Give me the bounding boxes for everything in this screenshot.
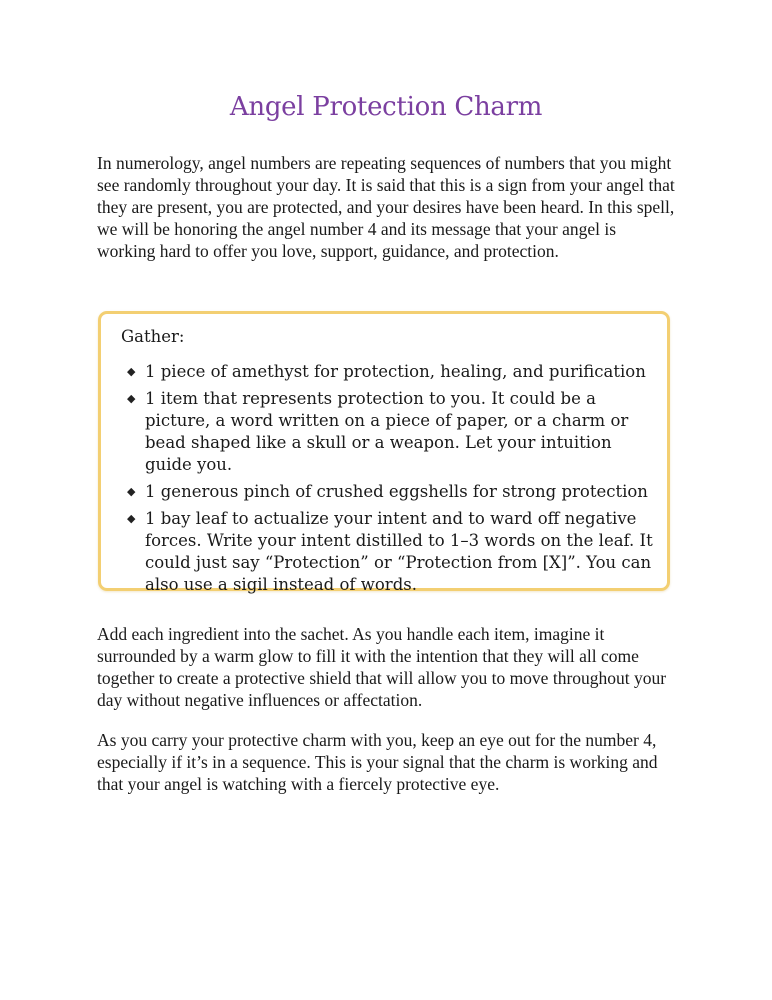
list-item-text: 1 generous pinch of crushed eggshells for strong protection [145,482,648,501]
gather-heading: Gather: [121,327,185,346]
gather-list [127,361,657,601]
list-item-text: 1 piece of amethyst for protection, healing, and purification [145,362,646,381]
page-title: Angel Protection Charm [229,92,543,122]
diamond-bullet-icon: ◆ [127,365,136,378]
instructions-paragraph: Add each ingredient into the sachet. As you handle each item, imagine it surrounded by a warm glow to fill it with the intention that they will all come together to create a protective shield that will allow you to move throughout your day without negative influences or affectation. [97,624,667,710]
diamond-bullet-icon: ◆ [127,485,136,498]
intro-paragraph: In numerology, angel numbers are repeating sequences of numbers that you might see randomly throughout your day. It is said that this is a sign from your angel that they are present, you are protected, and your desires have been heard. In this spell, we will be honoring the angel number 4 and its message that your angel is working hard to offer you love, support, guidance, and protection. [97,153,675,261]
list-item-text: 1 bay leaf to actualize your intent and to ward off negative forces. Write your intent distilled to 1–3 words on the leaf. It could just say “Protection” or “Protection from [X]”. You can also use a sigil instead of words. [145,509,653,594]
diamond-bullet-icon: ◆ [127,512,136,525]
diamond-bullet-icon: ◆ [127,392,136,405]
list-item [127,481,657,503]
closing-paragraph: As you carry your protective charm with you, keep an eye out for the number 4, especially if it’s in a sequence. This is your signal that the charm is working and that your angel is watching with a fiercely protective eye. [97,730,658,794]
list-item [127,508,657,596]
list-item [127,388,657,476]
list-item [127,361,657,383]
list-item-text: 1 item that represents protection to you. It could be a picture, a word written on a piece of paper, or a charm or bead shaped like a skull or a weapon. Let your intuition guide you. [145,389,629,474]
gather-box [98,311,670,594]
